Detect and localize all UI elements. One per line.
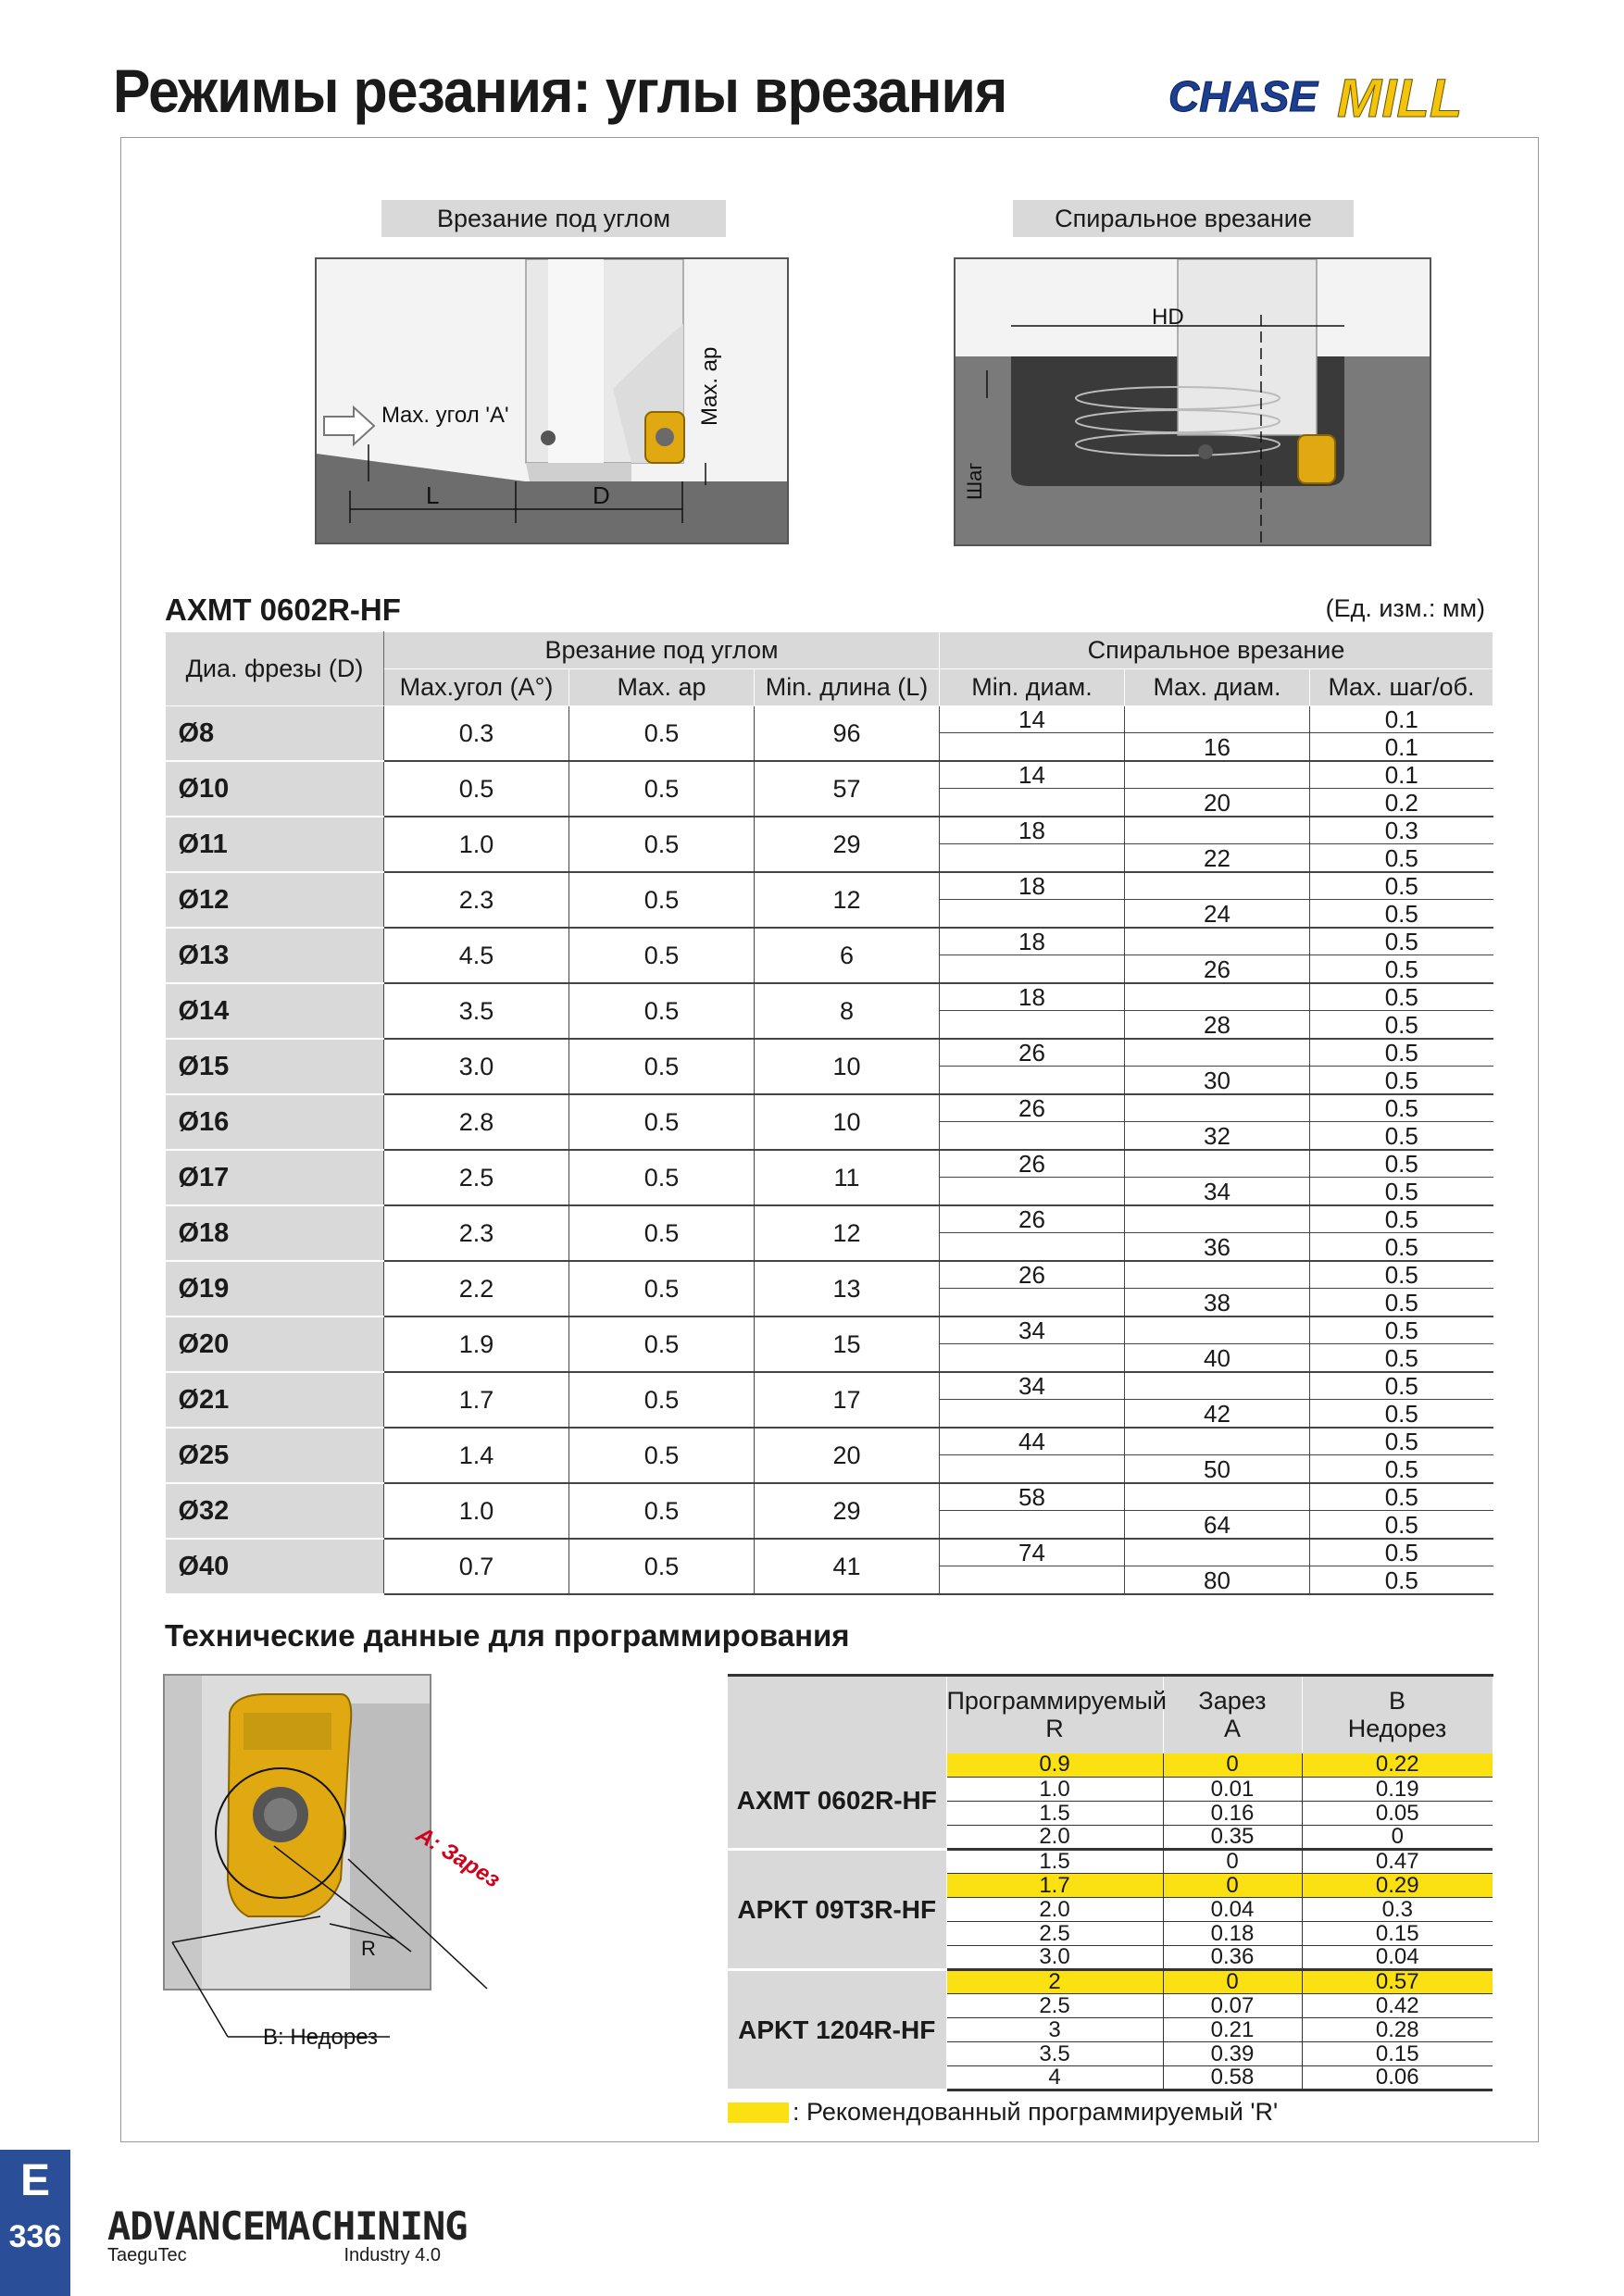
max-diam-cell: 26 (1125, 928, 1310, 983)
min-diam-cell: 34 (940, 1372, 1125, 1428)
prog-a-header: Зарез A (1163, 1676, 1302, 1753)
min-diam-cell: 74 (940, 1539, 1125, 1594)
min-l-header: Min. длина (L) (755, 669, 940, 706)
min-l-cell: 96 (755, 706, 940, 762)
dia-cell: Ø11 (166, 817, 384, 872)
pitch-cell: 0.5 0.5 (1310, 1094, 1493, 1150)
table-row (166, 817, 1493, 872)
dia-cell: Ø16 (166, 1094, 384, 1150)
pitch-cell: 0.5 0.5 (1310, 1150, 1493, 1205)
product-title: AXMT 0602R-HF (165, 593, 401, 627)
dia-cell: Ø21 (166, 1372, 384, 1428)
min-diam-cell: 26 (940, 1150, 1125, 1205)
cutting-data-table (165, 631, 1493, 1595)
prog-r-cell: 3 (946, 2018, 1163, 2042)
ap-cell: 0.5 (569, 872, 755, 928)
pitch-cell: 0.5 0.5 (1310, 1539, 1493, 1594)
b-label: B: Недорез (263, 2025, 379, 2050)
angle-cell: 3.5 (384, 983, 569, 1039)
pitch-cell: 0.5 0.5 (1310, 872, 1493, 928)
prog-r-cell: 1.5 (946, 1850, 1163, 1874)
dia-cell: Ø32 (166, 1483, 384, 1539)
advance-machining-logo (107, 2203, 468, 2266)
prog-r-cell: 4 (946, 2066, 1163, 2090)
table-row (166, 1094, 1493, 1150)
angle-cell: 1.9 (384, 1316, 569, 1372)
prog-r-cell: 2.5 (946, 1994, 1163, 2018)
page-title: Режимы резания: углы врезания (113, 56, 1007, 125)
dia-cell: Ø13 (166, 928, 384, 983)
min-diam-cell: 44 (940, 1428, 1125, 1483)
max-diam-cell: 42 (1125, 1372, 1310, 1428)
pitch-cell: 0.1 0.1 (1310, 706, 1493, 762)
angle-cell: 3.0 (384, 1039, 569, 1094)
prog-r-cell: 3.0 (946, 1946, 1163, 1970)
table-row (166, 706, 1493, 762)
ap-cell: 0.5 (569, 983, 755, 1039)
angle-cell: 4.5 (384, 928, 569, 983)
table-row (166, 1539, 1493, 1594)
prog-a-cell: 0.39 (1163, 2042, 1302, 2066)
ap-header: Max. ap (569, 669, 755, 706)
section-tab (0, 2150, 70, 2296)
hd-label: HD (1152, 305, 1184, 330)
svg-text:MILL: MILL (1337, 69, 1463, 129)
angle-cell: 2.3 (384, 1205, 569, 1261)
prog-r-cell: 2.5 (946, 1922, 1163, 1946)
min-diam-cell: 26 (940, 1094, 1125, 1150)
unit-note: (Ед. изм.: мм) (1325, 594, 1485, 622)
min-diam-cell: 58 (940, 1483, 1125, 1539)
prog-r-cell: 1.7 (946, 1874, 1163, 1898)
prog-a-cell: 0 (1163, 1970, 1302, 1994)
angle-cell: 1.0 (384, 1483, 569, 1539)
min-diam-cell: 26 (940, 1205, 1125, 1261)
helical-header: Спиральное врезание (940, 632, 1493, 669)
svg-text:CHASE: CHASE (1168, 72, 1318, 120)
angle-cell: 1.0 (384, 817, 569, 872)
prog-b-cell: 0.19 (1302, 1778, 1493, 1802)
table-row (166, 1372, 1493, 1428)
min-diam-cell: 14 (940, 761, 1125, 817)
prog-r-cell: 2.0 (946, 1898, 1163, 1922)
pitch-label: Шаг (963, 462, 986, 500)
dia-cell: Ø20 (166, 1316, 384, 1372)
max-diam-cell: 64 (1125, 1483, 1310, 1539)
min-l-cell: 8 (755, 983, 940, 1039)
footer-right-sub: Industry 4.0 (344, 2245, 441, 2265)
prog-a-cell: 0 (1163, 1874, 1302, 1898)
prog-b-cell: 0.15 (1302, 2042, 1493, 2066)
prog-b-cell: 0.06 (1302, 2066, 1493, 2090)
ap-cell: 0.5 (569, 1094, 755, 1150)
min-diam-cell: 18 (940, 872, 1125, 928)
legend (728, 2098, 1278, 2127)
ap-cell: 0.5 (569, 1039, 755, 1094)
min-diam-cell: 26 (940, 1039, 1125, 1094)
prog-corner (728, 1676, 946, 1753)
angle-cell: 2.8 (384, 1094, 569, 1150)
table-row (166, 1150, 1493, 1205)
min-l-cell: 20 (755, 1428, 940, 1483)
prog-r-header: Программируемый R (946, 1676, 1163, 1753)
page-number: 336 (8, 2219, 62, 2254)
prog-a-cell: 0.04 (1163, 1898, 1302, 1922)
prog-b-cell: 0.57 (1302, 1970, 1493, 1994)
pitch-cell: 0.5 0.5 (1310, 1483, 1493, 1539)
table-row (166, 1261, 1493, 1316)
max-diam-cell: 80 (1125, 1539, 1310, 1594)
prog-a-cell: 0.35 (1163, 1826, 1302, 1850)
max-diam-cell: 36 (1125, 1205, 1310, 1261)
max-diam-cell: 40 (1125, 1316, 1310, 1372)
footer-logo-text: ADVANCEMACHINING (107, 2203, 468, 2249)
prog-r-cell: 0.9 (946, 1753, 1163, 1778)
prog-b-cell: 0 (1302, 1826, 1493, 1850)
prog-b-cell: 0.05 (1302, 1802, 1493, 1826)
prog-a-cell: 0.36 (1163, 1946, 1302, 1970)
table-row (166, 1205, 1493, 1261)
ap-cell: 0.5 (569, 1539, 755, 1594)
prog-a-cell: 0.21 (1163, 2018, 1302, 2042)
helical-figure (954, 257, 1431, 546)
min-l-cell: 12 (755, 872, 940, 928)
ap-cell: 0.5 (569, 761, 755, 817)
max-ap-label: Max. ap (697, 346, 722, 426)
angle-cell: 2.5 (384, 1150, 569, 1205)
prog-r-cell: 2.0 (946, 1826, 1163, 1850)
prog-b-cell: 0.22 (1302, 1753, 1493, 1778)
pitch-cell: 0.5 0.5 (1310, 983, 1493, 1039)
r-label: R (361, 1937, 376, 1960)
prog-b-header: B Недорез (1302, 1676, 1493, 1753)
min-diam-cell: 34 (940, 1316, 1125, 1372)
min-diam-cell: 18 (940, 983, 1125, 1039)
dia-cell: Ø19 (166, 1261, 384, 1316)
prog-row (728, 1970, 1493, 1994)
ap-cell: 0.5 (569, 1150, 755, 1205)
dia-header: Диа. фрезы (D) (166, 632, 384, 706)
ap-cell: 0.5 (569, 1428, 755, 1483)
min-l-cell: 10 (755, 1094, 940, 1150)
prog-b-cell: 0.29 (1302, 1874, 1493, 1898)
section-letter: E (19, 2156, 50, 2205)
helical-label: Спиральное врезание (1013, 200, 1354, 237)
max-diam-cell: 22 (1125, 817, 1310, 872)
ap-cell: 0.5 (569, 1261, 755, 1316)
max-diam-cell: 32 (1125, 1094, 1310, 1150)
min-l-cell: 29 (755, 817, 940, 872)
prog-a-cell: 0 (1163, 1850, 1302, 1874)
prog-r-cell: 3.5 (946, 2042, 1163, 2066)
ramping-header: Врезание под углом (384, 632, 940, 669)
min-l-cell: 57 (755, 761, 940, 817)
prog-b-cell: 0.3 (1302, 1898, 1493, 1922)
prog-r-cell: 2 (946, 1970, 1163, 1994)
pitch-cell: 0.5 0.5 (1310, 1205, 1493, 1261)
insert-name: APKT 1204R-HF (728, 1970, 946, 2090)
angle-cell: 2.3 (384, 872, 569, 928)
table-row (166, 1428, 1493, 1483)
ramping-label: Врезание под углом (381, 200, 726, 237)
table-row (166, 761, 1493, 817)
prog-a-cell: 0.16 (1163, 1802, 1302, 1826)
pitch-cell: 0.5 0.5 (1310, 1039, 1493, 1094)
table-row (166, 872, 1493, 928)
dia-cell: Ø8 (166, 706, 384, 762)
prog-a-cell: 0.07 (1163, 1994, 1302, 2018)
insert-name: APKT 09T3R-HF (728, 1850, 946, 1970)
dia-cell: Ø10 (166, 761, 384, 817)
min-l-cell: 12 (755, 1205, 940, 1261)
min-l-cell: 17 (755, 1372, 940, 1428)
max-diam-cell: 30 (1125, 1039, 1310, 1094)
prog-r-cell: 1.5 (946, 1802, 1163, 1826)
min-diam-cell: 14 (940, 706, 1125, 762)
programming-annotations (163, 1674, 644, 2063)
prog-b-cell: 0.28 (1302, 2018, 1493, 2042)
prog-a-cell: 0.58 (1163, 2066, 1302, 2090)
table-row (166, 983, 1493, 1039)
pitch-cell: 0.5 0.5 (1310, 1428, 1493, 1483)
angle-cell: 2.2 (384, 1261, 569, 1316)
dia-cell: Ø40 (166, 1539, 384, 1594)
a-notch-label: A: Зарез (411, 1822, 505, 1893)
prog-a-cell: 0 (1163, 1753, 1302, 1778)
pitch-cell: 0.5 0.5 (1310, 928, 1493, 983)
legend-swatch (728, 2103, 789, 2123)
ap-cell: 0.5 (569, 1316, 755, 1372)
min-l-cell: 41 (755, 1539, 940, 1594)
insert-name: AXMT 0602R-HF (728, 1753, 946, 1850)
angle-header: Max.угол (A°) (384, 669, 569, 706)
ap-cell: 0.5 (569, 817, 755, 872)
min-diam-cell: 26 (940, 1261, 1125, 1316)
prog-r-cell: 1.0 (946, 1778, 1163, 1802)
legend-text: : Рекомендованный программируемый 'R' (793, 2098, 1279, 2126)
min-l-cell: 10 (755, 1039, 940, 1094)
prog-b-cell: 0.42 (1302, 1994, 1493, 2018)
ap-cell: 0.5 (569, 928, 755, 983)
prog-a-cell: 0.01 (1163, 1778, 1302, 1802)
angle-cell: 0.5 (384, 761, 569, 817)
prog-row (728, 1850, 1493, 1874)
min-l-cell: 11 (755, 1150, 940, 1205)
max-diam-header: Max. диам. (1125, 669, 1310, 706)
max-diam-cell: 20 (1125, 761, 1310, 817)
max-diam-cell: 28 (1125, 983, 1310, 1039)
dia-cell: Ø18 (166, 1205, 384, 1261)
pitch-cell: 0.5 0.5 (1310, 1316, 1493, 1372)
min-diam-cell: 18 (940, 928, 1125, 983)
pitch-header: Max. шаг/об. (1310, 669, 1493, 706)
dia-cell: Ø17 (166, 1150, 384, 1205)
table-row (166, 1316, 1493, 1372)
max-diam-cell: 50 (1125, 1428, 1310, 1483)
ap-cell: 0.5 (569, 1483, 755, 1539)
table-row (166, 1483, 1493, 1539)
prog-b-cell: 0.04 (1302, 1946, 1493, 1970)
max-diam-cell: 24 (1125, 872, 1310, 928)
table-row (166, 1039, 1493, 1094)
pitch-cell: 0.5 0.5 (1310, 1261, 1493, 1316)
d-label: D (593, 481, 610, 509)
pitch-cell: 0.1 0.2 (1310, 761, 1493, 817)
prog-a-cell: 0.18 (1163, 1922, 1302, 1946)
min-l-cell: 29 (755, 1483, 940, 1539)
max-diam-cell: 34 (1125, 1150, 1310, 1205)
min-diam-header: Min. диам. (940, 669, 1125, 706)
chasemill-logo (1168, 65, 1539, 130)
min-l-cell: 15 (755, 1316, 940, 1372)
angle-cell: 0.7 (384, 1539, 569, 1594)
ramping-figure (315, 257, 789, 544)
dia-cell: Ø25 (166, 1428, 384, 1483)
ap-cell: 0.5 (569, 1205, 755, 1261)
table-row (166, 928, 1493, 983)
prog-b-cell: 0.15 (1302, 1922, 1493, 1946)
ap-cell: 0.5 (569, 1372, 755, 1428)
min-l-cell: 6 (755, 928, 940, 983)
angle-cell: 0.3 (384, 706, 569, 762)
pitch-cell: 0.5 0.5 (1310, 1372, 1493, 1428)
dia-cell: Ø12 (166, 872, 384, 928)
prog-row (728, 1753, 1493, 1778)
ap-cell: 0.5 (569, 706, 755, 762)
max-diam-cell: 38 (1125, 1261, 1310, 1316)
l-label: L (426, 481, 440, 509)
prog-b-cell: 0.47 (1302, 1850, 1493, 1874)
angle-cell: 1.4 (384, 1428, 569, 1483)
programming-table (728, 1674, 1493, 2091)
max-diam-cell: 16 (1125, 706, 1310, 762)
dia-cell: Ø14 (166, 983, 384, 1039)
footer-left-sub: TaeguTec (107, 2245, 187, 2265)
min-diam-cell: 18 (940, 817, 1125, 872)
programming-title: Технические данные для программирования (165, 1618, 850, 1653)
pitch-cell: 0.3 0.5 (1310, 817, 1493, 872)
max-angle-label: Max. угол 'A' (381, 403, 509, 428)
angle-cell: 1.7 (384, 1372, 569, 1428)
dia-cell: Ø15 (166, 1039, 384, 1094)
min-l-cell: 13 (755, 1261, 940, 1316)
